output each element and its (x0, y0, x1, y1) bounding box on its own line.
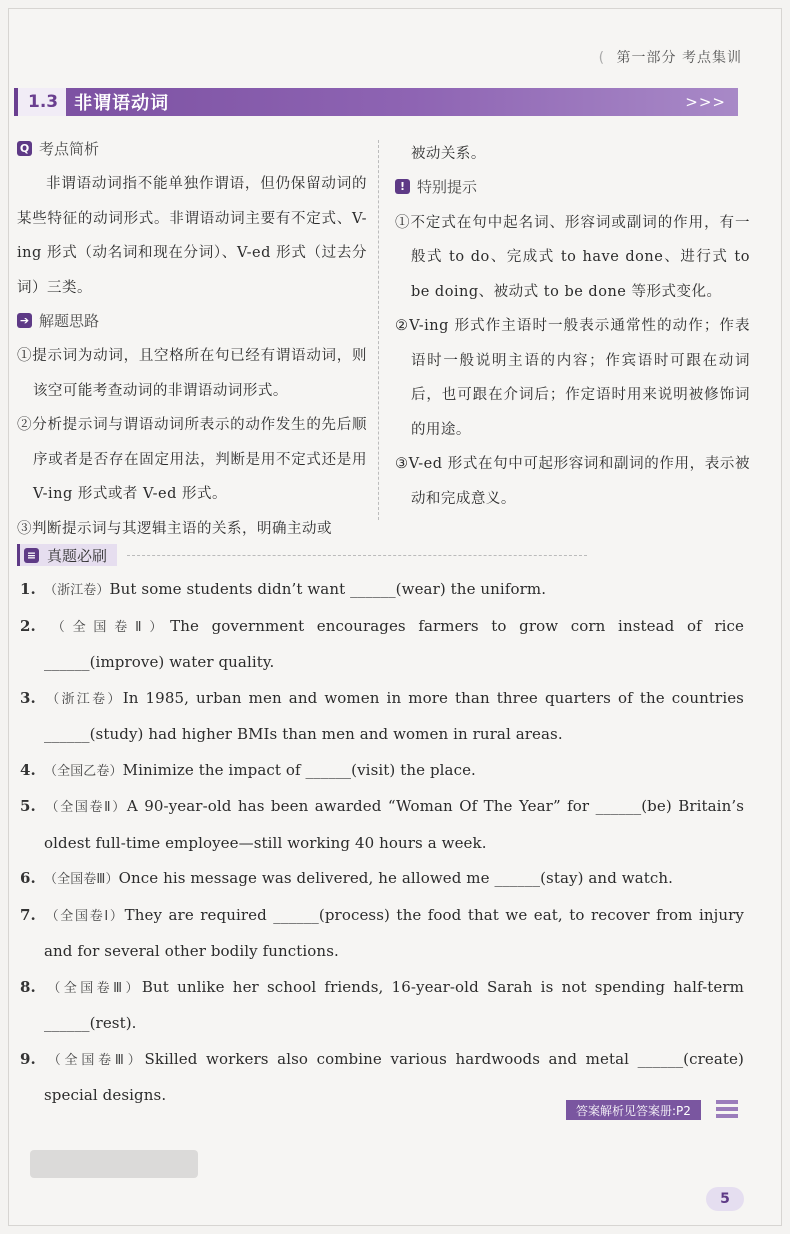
question-source: （全国卷Ⅱ） (44, 619, 171, 635)
question-number: 6. (20, 869, 36, 887)
question-item (20, 681, 744, 753)
question-item (20, 898, 744, 970)
overview-title: 考点简析 (39, 139, 100, 158)
question-number: 4. (20, 760, 36, 779)
question-item (20, 970, 744, 1042)
question-source: （全国卷Ⅰ） (44, 908, 125, 924)
question-number: 9. (20, 1049, 36, 1068)
method-item: ②分析提示词与谓语动词所表示的动作发生的先后顺序或者是否存在固定用法，判断是用不定式还是用 V-ing 形式或者 V-ed 形式。 (17, 417, 367, 502)
question-source: （全国卷Ⅲ） (44, 872, 119, 887)
question-list (20, 572, 744, 1114)
question-text: But unlike her school friends, 16-year-old Sarah is not spending half-term ______(rest). (44, 977, 744, 1032)
exercise-tag (17, 544, 117, 566)
tip-item: ③V-ed 形式在句中可起形容词和副词的作用，表示被动和完成意义。 (395, 456, 750, 507)
question-item (20, 753, 744, 790)
question-text: In 1985, urban men and women in more than three quarters of the countries ______(study) had higher BMIs than men and women in rural areas. (44, 688, 744, 743)
section-title: 非谓语动词 (74, 93, 170, 114)
question-item (20, 789, 744, 861)
header-part: 第一部分 (616, 50, 677, 66)
question-source: （全国乙卷） (44, 763, 123, 779)
tips-heading (395, 176, 750, 198)
tips-title: 特别提示 (417, 178, 478, 196)
method-item: ①提示词为动词，且空格所在句已经有谓语动词，则该空可能考查动词的非谓语动词形式。 (17, 348, 367, 399)
tip-item: ②V-ing 形式作主语时一般表示通常性的动作；作表语时一般说明主语的内容；作宾语时可跟在动词后，也可跟在介词后；作定语时用来说明被修饰词的用途。 (395, 318, 750, 438)
section-number: 1.3 (14, 88, 66, 116)
question-source: （浙江卷） (44, 583, 110, 598)
right-column (395, 137, 750, 516)
method-heading (17, 309, 367, 331)
column-divider (378, 140, 379, 520)
question-source: （浙江卷） (44, 691, 123, 707)
question-number: 2. (20, 616, 36, 635)
running-header (599, 47, 742, 67)
section-banner (14, 88, 738, 116)
magnifier-icon: Q (17, 141, 32, 156)
question-source: （全国卷Ⅲ） (44, 980, 142, 996)
question-text: A 90-year-old has been awarded “Woman Of The Year” for ______(be) Britain’s oldest full-time employee—still working 40 hours a week. (44, 797, 744, 852)
question-source: （全国卷Ⅲ） (44, 1052, 145, 1068)
continuation-text: 被动关系。 (410, 146, 486, 162)
method-title: 解题思路 (39, 311, 100, 330)
exercise-divider (127, 555, 587, 556)
exercise-heading (17, 544, 587, 566)
question-number: 8. (20, 977, 36, 996)
method-item: ③判断提示词与其逻辑主语的关系，明确主动或 (17, 520, 332, 537)
answer-reference: 答案解析见答案册:P2 (566, 1100, 701, 1120)
question-number: 7. (20, 905, 36, 924)
overview-text: 非谓语动词指不能单独作谓语，但仍保留动词的某些特征的动词形式。非谓语动词主要有不定式、V-ing 形式（动名词和现在分词）、V-ed 形式（过去分词）三类。 (17, 176, 367, 296)
question-item (20, 572, 744, 609)
left-column (17, 137, 367, 546)
question-text: Minimize the impact of ______(visit) the place. (122, 760, 476, 779)
exclamation-icon: ! (395, 179, 410, 194)
header-topic: 考点集训 (682, 50, 742, 66)
tip-item: ①不定式在句中起名词、形容词或副词的作用，有一般式 to do、完成式 to have done、进行式 to be doing、被动式 to be done 等形式变化。 (395, 214, 750, 300)
stripes-decoration (716, 1100, 738, 1120)
exercise-title: 真题必刷 (47, 546, 108, 565)
header-paren: ( (598, 50, 606, 66)
question-number: 3. (20, 688, 36, 707)
question-text: The government encourages farmers to grow corn instead of rice ______(improve) water quality. (44, 616, 744, 671)
question-number: 5. (20, 797, 36, 815)
question-item (20, 609, 744, 681)
page-number: 5 (706, 1187, 744, 1211)
notebook-icon: ≡ (24, 548, 39, 563)
overview-heading (17, 137, 367, 159)
section-arrows: >>> (685, 93, 726, 111)
question-item (20, 861, 744, 898)
question-text: But some students didn’t want ______(wear) the uniform. (109, 580, 547, 598)
question-text: Skilled workers also combine various hardwoods and metal ______(create) special designs. (44, 1049, 744, 1104)
question-text: They are required ______(process) the food that we eat, to recover from injury and for several other bodily functions. (44, 905, 744, 960)
question-number: 1. (20, 580, 36, 598)
blurred-stamp (30, 1150, 198, 1178)
question-source: （全国卷Ⅱ） (44, 800, 127, 815)
arrow-icon: ➔ (17, 313, 32, 328)
question-text: Once his message was delivered, he allowed me ______(stay) and watch. (118, 869, 674, 887)
